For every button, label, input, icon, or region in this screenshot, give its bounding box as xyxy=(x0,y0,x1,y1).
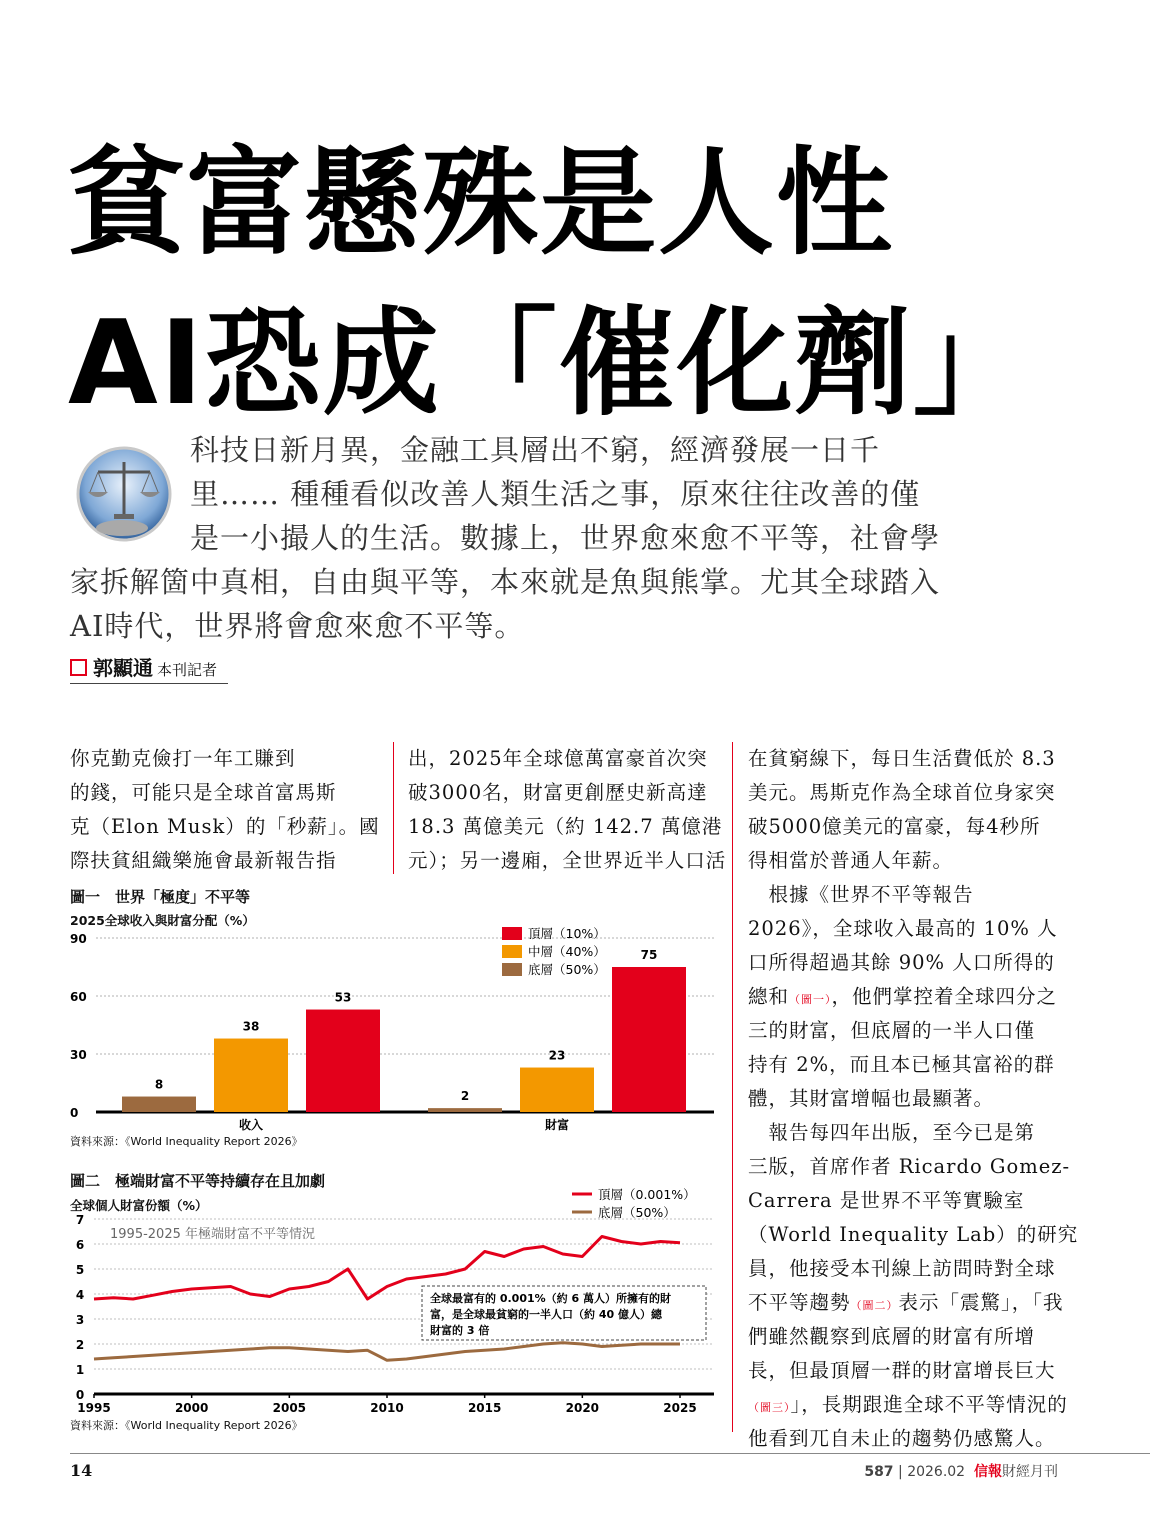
chart1-bar xyxy=(520,1068,594,1112)
lede-line: 科技日新月異，金融工具層出不窮，經濟發展一日千 xyxy=(190,433,881,467)
chart2-y-tick: 4 xyxy=(75,1288,85,1302)
body-text-line: 持有 2%，而且本已極其富裕的群 xyxy=(748,1053,1055,1076)
chart1-bar xyxy=(306,1010,380,1112)
scales-of-justice-icon xyxy=(74,444,174,544)
footer-issue-info: 587 | 2026.02 信報財經月刊 xyxy=(864,1464,1058,1480)
lede-line: 家拆解箇中真相，自由與平等，本來就是魚與熊掌。尤其全球踏入 xyxy=(70,565,941,599)
chart2-legend-label: 底層（50%） xyxy=(598,1205,676,1220)
chart2-annotation-text: 富，是全球最貧窮的一半人口（約 40 億人）總 xyxy=(430,1308,662,1321)
body-text-line: 三的財富，但底層的一半人口僅 xyxy=(748,1019,1036,1042)
body-text-line: 2026》，全球收入最高的 10% 人 xyxy=(748,917,1058,940)
chart1-data-label: 38 xyxy=(242,1019,260,1034)
body-text-line: 口所得超過其餘 90% 人口所得的 xyxy=(748,951,1055,974)
chart2-y-tick: 5 xyxy=(75,1263,85,1277)
footer-rule xyxy=(70,1453,1150,1454)
chart2-x-tick: 2005 xyxy=(272,1401,307,1415)
lede-line: 里…… 種種看似改善人類生活之事，原來往往改善的僅 xyxy=(190,477,921,511)
chart1-data-label: 2 xyxy=(460,1089,470,1104)
body-text-line: 18.3 萬億美元（約 142.7 萬億港 xyxy=(408,815,723,838)
chart1-category-label: 收入 xyxy=(238,1118,264,1132)
body-text-line: 美元。馬斯克作為全球首位身家突 xyxy=(748,781,1056,804)
body-text-line: 破3000名，財富更創歷史新高達 xyxy=(408,781,708,804)
body-text-line: 他看到兀自未止的趨勢仍感驚人。 xyxy=(748,1427,1056,1450)
body-text-line: 總和（圖一），他們掌控着全球四分之 xyxy=(748,985,1058,1008)
body-text-line: 長，但最頂層一群的財富增長巨大 xyxy=(748,1359,1056,1382)
headline-line-1: 貧富懸殊是人性 xyxy=(68,136,894,271)
body-text-line: 不平等趨勢（圖二）表示「震驚」，「我 xyxy=(748,1291,1064,1314)
chart1-bar xyxy=(214,1039,288,1112)
chart2-x-tick: 1995 xyxy=(77,1401,111,1415)
chart1-legend-label: 中層（40%） xyxy=(528,944,606,959)
chart2-y-tick: 2 xyxy=(75,1338,85,1352)
brand-name: 信報 xyxy=(974,1464,1002,1480)
chart1-bar-chart xyxy=(66,924,720,1140)
chart1-source: 資料來源：《World Inequality Report 2026》 xyxy=(70,1135,303,1148)
body-text-line: 得相當於普通人年薪。 xyxy=(748,849,954,872)
chart1-bar xyxy=(428,1108,502,1112)
chart2-y-tick: 6 xyxy=(75,1238,85,1252)
chart1-data-label: 8 xyxy=(154,1077,164,1092)
chart1-y-tick: 60 xyxy=(70,990,87,1004)
chart1-bar xyxy=(122,1097,196,1112)
body-text-line: 們雖然觀察到底層的財富有所增 xyxy=(748,1325,1036,1348)
brand-suffix: 財經月刊 xyxy=(1002,1464,1058,1480)
body-text-line: （圖三）」，長期跟進全球不平等情況的 xyxy=(748,1393,1068,1416)
issue-date: 2026.02 xyxy=(907,1464,966,1480)
chart2-x-tick: 2000 xyxy=(174,1401,209,1415)
body-text-line: 三版，首席作者 Ricardo Gomez- xyxy=(748,1155,1071,1178)
body-text-line: 的錢，可能只是全球首富馬斯 xyxy=(70,781,337,804)
chart1-bar xyxy=(612,967,686,1112)
chart1-data-label: 75 xyxy=(640,948,658,962)
chart2-line-chart xyxy=(66,1178,720,1418)
chart1-data-label: 53 xyxy=(334,990,352,1005)
body-text-line: 際扶貧組織樂施會最新報告指 xyxy=(70,849,337,872)
chart1-title: 圖一 世界「極度」不平等 xyxy=(70,888,251,906)
byline-box-icon xyxy=(70,659,87,676)
figure-reference: （圖三） xyxy=(748,1401,791,1414)
chart2-series-line xyxy=(94,1343,680,1361)
chart2-x-tick: 2010 xyxy=(370,1401,404,1415)
chart1-legend-label: 底層（50%） xyxy=(528,962,606,977)
author-role: 本刊記者 xyxy=(157,661,218,679)
body-text-line: 報告每四年出版，至今已是第 xyxy=(748,1121,1036,1144)
body-text-line: 出，2025年全球億萬富豪首次突 xyxy=(408,747,708,770)
lede-line: AI時代，世界將會愈來愈不平等。 xyxy=(70,609,525,643)
chart1-subtitle: 2025全球收入與財富分配（%） xyxy=(70,913,255,928)
body-text-line: 克（Elon Musk）的「秒薪」。國 xyxy=(70,815,380,838)
page-number: 14 xyxy=(70,1461,93,1480)
chart2-y-tick: 1 xyxy=(75,1363,85,1377)
body-text-line: 你克勤克儉打一年工賺到 xyxy=(70,747,296,770)
chart1-legend-label: 頂層（10%） xyxy=(528,926,606,941)
body-text-line: Carrera 是世界不平等實驗室 xyxy=(748,1189,1025,1212)
chart2-annotation-text: 財富的 3 倍 xyxy=(430,1324,490,1337)
chart1-category-label: 財富 xyxy=(544,1118,570,1132)
body-text-line: 破5000億美元的富豪，每4秒所 xyxy=(748,815,1041,838)
chart1-legend-swatch xyxy=(502,927,522,940)
chart2-y-tick: 0 xyxy=(75,1388,85,1402)
column-divider xyxy=(732,742,733,1432)
chart2-inner-label: 1995-2025 年極端財富不平等情況 xyxy=(110,1227,315,1242)
chart2-x-tick: 2020 xyxy=(565,1401,600,1415)
chart2-subtitle: 全球個人財富份額（%） xyxy=(70,1198,208,1213)
chart1-y-tick: 90 xyxy=(70,932,87,946)
chart1-y-tick: 0 xyxy=(70,1106,79,1120)
author-name: 郭顯通 xyxy=(93,656,153,680)
column-divider xyxy=(393,742,394,874)
issue-number: 587 xyxy=(864,1464,894,1480)
body-text-line: 在貧窮線下，每日生活費低於 8.3 xyxy=(748,747,1056,770)
chart2-annotation-text: 全球最富有的 0.001%（約 6 萬人）所擁有的財 xyxy=(430,1292,671,1305)
body-text-line: 根據《世界不平等報告 xyxy=(748,883,974,906)
chart2-title: 圖二 極端財富不平等持續存在且加劇 xyxy=(70,1172,326,1190)
body-text-line: 元）；另一邊廂，全世界近半人口活 xyxy=(408,849,727,872)
chart1-legend-swatch xyxy=(502,963,522,976)
chart1-data-label: 23 xyxy=(548,1048,566,1063)
chart2-legend-label: 頂層（0.001%） xyxy=(598,1187,696,1202)
figure-reference: （圖二） xyxy=(850,1299,899,1312)
chart2-x-tick: 2025 xyxy=(663,1401,697,1415)
chart1-legend-swatch xyxy=(502,945,522,958)
headline-line-2: AI恐成「催化劑」 xyxy=(68,296,1031,431)
chart2-x-tick: 2015 xyxy=(467,1401,502,1415)
chart2-y-tick: 7 xyxy=(75,1213,85,1227)
chart1-y-tick: 30 xyxy=(70,1048,87,1062)
chart2-y-tick: 3 xyxy=(75,1313,85,1327)
body-text-line: 體，其財富增幅也最顯著。 xyxy=(748,1087,995,1110)
chart2-source: 資料來源：《World Inequality Report 2026》 xyxy=(70,1419,303,1432)
figure-reference: （圖一） xyxy=(789,993,832,1006)
body-text-line: （World Inequality Lab）的研究 xyxy=(748,1223,1079,1246)
byline xyxy=(70,652,228,684)
body-text-line: 員，他接受本刊線上訪問時對全球 xyxy=(748,1257,1056,1280)
lede-line: 是一小撮人的生活。數據上，世界愈來愈不平等，社會學 xyxy=(190,521,941,555)
